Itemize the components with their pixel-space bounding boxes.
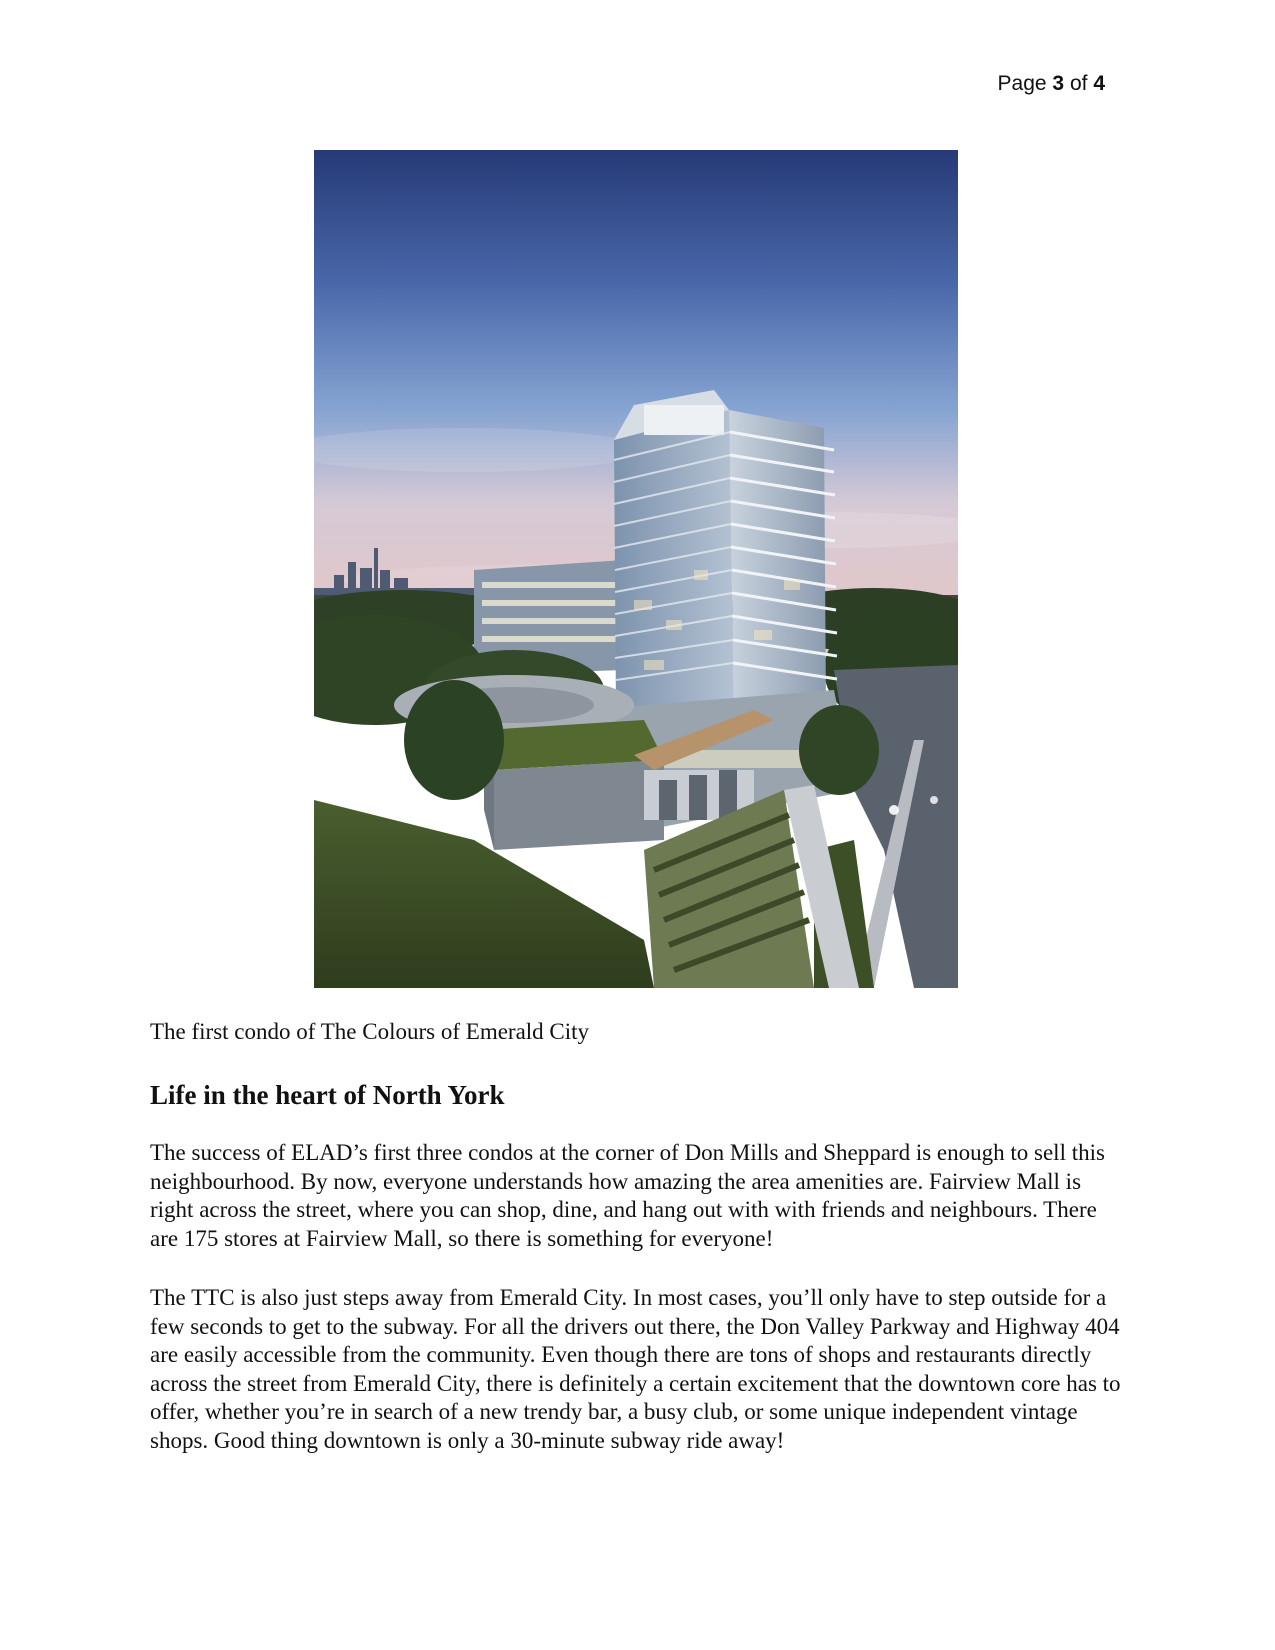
condo-rendering-photo (314, 150, 958, 988)
section-heading: Life in the heart of North York (150, 1080, 505, 1110)
page-number (998, 72, 1105, 96)
page-total: 4 (1093, 72, 1105, 95)
page-current: 3 (1052, 72, 1065, 95)
page-label: Page (997, 72, 1047, 95)
page-of: of (1069, 72, 1088, 95)
body-paragraph-1: The success of ELAD’s first three condos at the corner of Don Mills and Sheppard is enough to sell this neighbourhood. By now, everyone understands how amazing the area amenities are. Fairview Mall is right across the street, where you can shop, dine, and hang out with with friends and neighbours. There are 175 stores at Fairview Mall, so there is something for everyone! (150, 1140, 1105, 1251)
photo-caption: The first condo of The Colours of Emerald City (150, 1019, 590, 1044)
body-paragraph-2: The TTC is also just steps away from Emerald City. In most cases, you’ll only have to step outside for a few seconds to get to the subway. For all the drivers out there, the Don Valley Parkway and Highway 404 are easily accessible from the community. Even though there are tons of shops and restaurants directly across the street from Emerald City, there is definitely a certain excitement that the downtown core has to offer, whether you’re in search of a new trendy bar, a busy club, or some unique independent vintage shops. Good thing downtown is only a 30-minute subway ride away! (150, 1285, 1121, 1453)
